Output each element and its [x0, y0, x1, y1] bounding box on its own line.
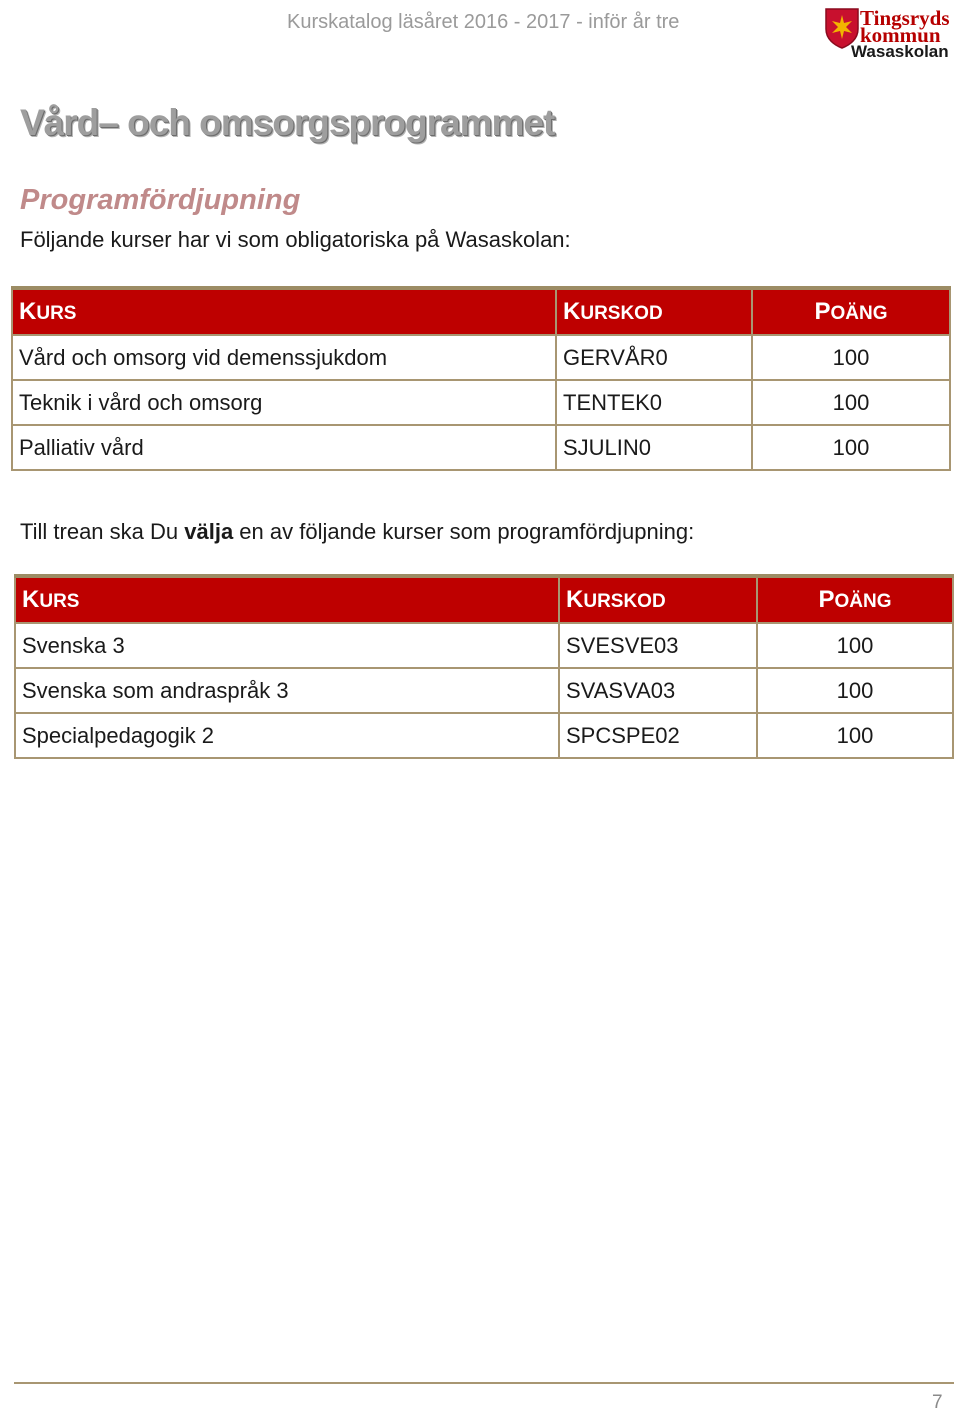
course-name: Palliativ vård [12, 425, 556, 470]
emphasis-word: välja [184, 519, 234, 544]
course-code: SVESVE03 [559, 623, 757, 668]
column-header-code: KURSKOD [556, 288, 752, 335]
mandatory-courses-table [11, 286, 951, 471]
footer-divider [14, 1382, 954, 1384]
elective-courses-table [14, 574, 954, 759]
column-header-points: POÄNG [752, 288, 950, 335]
course-points: 100 [752, 425, 950, 470]
course-name: Specialpedagogik 2 [15, 713, 559, 758]
course-code: GERVÅR0 [556, 335, 752, 380]
table-header-row [15, 576, 953, 623]
table-row [15, 713, 953, 758]
section-intro: Följande kurser har vi som obligatoriska på Wasaskolan: [20, 227, 571, 252]
column-header-course: KURS [12, 288, 556, 335]
course-points: 100 [757, 668, 953, 713]
course-name: Svenska 3 [15, 623, 559, 668]
table-row [15, 623, 953, 668]
column-header-points: POÄNG [757, 576, 953, 623]
course-code: TENTEK0 [556, 380, 752, 425]
course-name: Vård och omsorg vid demenssjukdom [12, 335, 556, 380]
course-points: 100 [757, 713, 953, 758]
logo-text-line2: kommun [860, 23, 941, 47]
page-number: 7 [932, 1392, 943, 1413]
logo-text-line3: Wasaskolan [851, 42, 949, 61]
column-header-course: KURS [15, 576, 559, 623]
course-code: SPCSPE02 [559, 713, 757, 758]
course-code: SVASVA03 [559, 668, 757, 713]
course-name: Teknik i vård och omsorg [12, 380, 556, 425]
logo-text-line1: Tingsryds [860, 6, 950, 30]
table-row [15, 668, 953, 713]
table-row [12, 380, 950, 425]
table-row [12, 335, 950, 380]
course-name: Svenska som andraspråk 3 [15, 668, 559, 713]
course-points: 100 [757, 623, 953, 668]
table-row [12, 425, 950, 470]
page-title: Vård– och omsorgsprogrammet [20, 102, 555, 143]
course-code: SJULIN0 [556, 425, 752, 470]
course-points: 100 [752, 335, 950, 380]
course-points: 100 [752, 380, 950, 425]
table-header-row [12, 288, 950, 335]
column-header-code: KURSKOD [559, 576, 757, 623]
elective-instruction: Till trean ska Du välja en av följande kurser som programfördjupning: [20, 519, 695, 544]
section-heading: Programfördjupning [20, 184, 301, 216]
municipality-logo [824, 7, 956, 63]
catalog-header-title: Kurskatalog läsåret 2016 - 2017 - inför år tre [287, 11, 680, 33]
